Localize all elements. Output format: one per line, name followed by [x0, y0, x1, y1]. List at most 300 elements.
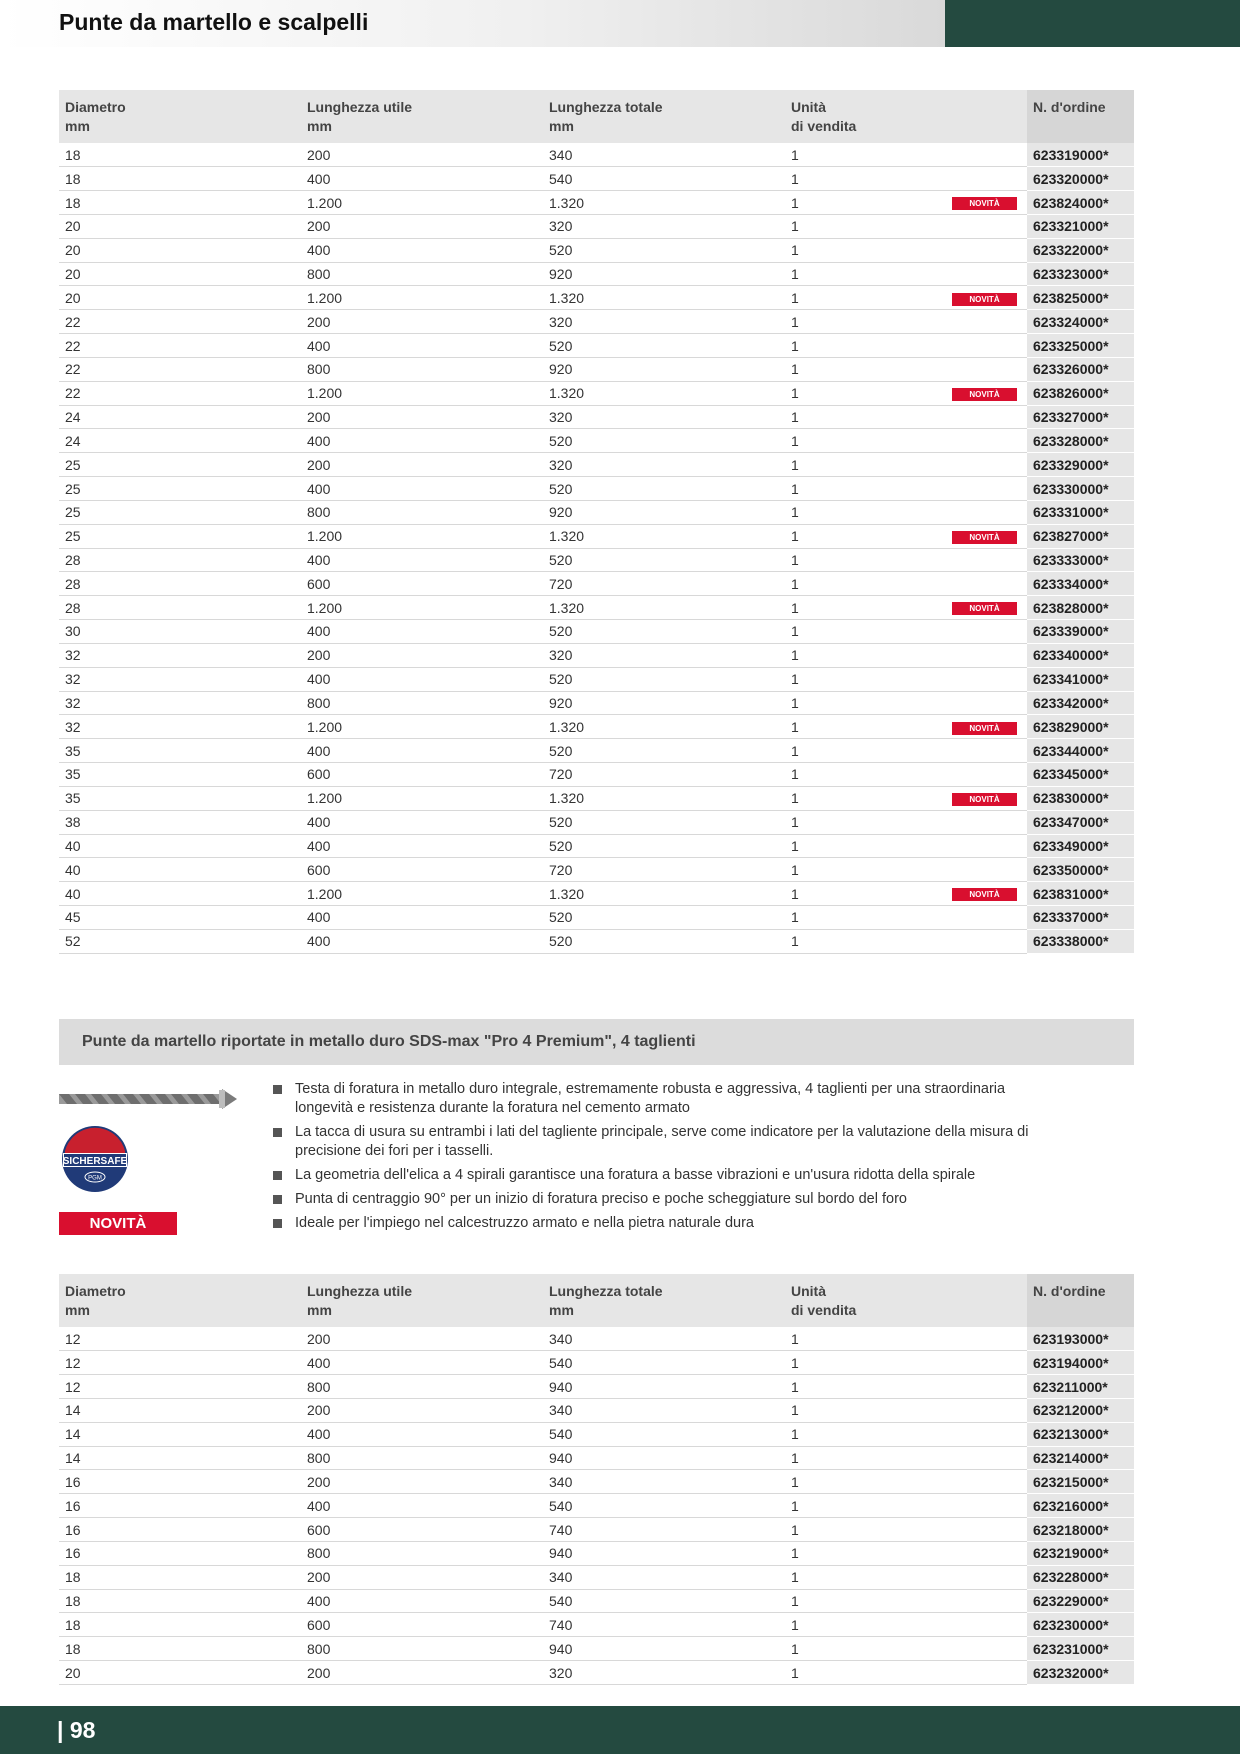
cell-lunghezza-totale: 920: [543, 691, 785, 715]
cell-lunghezza-totale: 940: [543, 1541, 785, 1565]
table-row: [59, 1494, 1134, 1518]
cell-diametro: 32: [59, 667, 301, 691]
table-row: [59, 691, 1134, 715]
cell-ordine: 623826000*: [1027, 381, 1134, 405]
table-row: [59, 405, 1134, 429]
cell-lunghezza-utile: 200: [301, 1327, 543, 1351]
cell-lunghezza-utile: 200: [301, 643, 543, 667]
cell-ordine: 623218000*: [1027, 1518, 1134, 1542]
table-row: [59, 548, 1134, 572]
cell-diametro: 35: [59, 786, 301, 810]
cell-ordine: 623828000*: [1027, 596, 1134, 620]
cell-badge: [944, 1661, 1027, 1685]
cell-lunghezza-utile: 400: [301, 1494, 543, 1518]
cell-unita: 1: [785, 786, 944, 810]
cell-badge: [944, 143, 1027, 167]
cell-ordine: 623216000*: [1027, 1494, 1134, 1518]
cell-ordine: 623349000*: [1027, 834, 1134, 858]
cell-unita: 1: [785, 143, 944, 167]
table-row: [59, 262, 1134, 286]
cell-diametro: 18: [59, 1613, 301, 1637]
table-row: [59, 310, 1134, 334]
cell-badge: [944, 1565, 1027, 1589]
novita-badge: NOVITÀ: [952, 531, 1017, 544]
cell-unita: 1: [785, 238, 944, 262]
cell-ordine: 623347000*: [1027, 810, 1134, 834]
cell-ordine: 623232000*: [1027, 1661, 1134, 1685]
cell-badge: [944, 929, 1027, 953]
cell-ordine: 623323000*: [1027, 262, 1134, 286]
cell-badge: [944, 310, 1027, 334]
cell-ordine: 623215000*: [1027, 1470, 1134, 1494]
cell-ordine: 623211000*: [1027, 1375, 1134, 1399]
cell-unita: 1: [785, 882, 944, 906]
novita-badge: NOVITÀ: [952, 888, 1017, 901]
novita-badge: NOVITÀ: [952, 293, 1017, 306]
cell-diametro: 32: [59, 715, 301, 739]
cell-diametro: 25: [59, 500, 301, 524]
feature-list: [272, 1080, 1032, 1238]
cell-lunghezza-totale: 520: [543, 906, 785, 930]
cell-lunghezza-utile: 400: [301, 739, 543, 763]
cell-diametro: 14: [59, 1398, 301, 1422]
cell-badge: [944, 429, 1027, 453]
table-row: [59, 143, 1134, 167]
cell-lunghezza-utile: 800: [301, 1375, 543, 1399]
cell-badge: [944, 1518, 1027, 1542]
cell-unita: 1: [785, 357, 944, 381]
cell-lunghezza-utile: 400: [301, 1422, 543, 1446]
feature-text: La tacca di usura su entrambi i lati del tagliente principale, serve come indicatore per la valutazione della misura di precisione dei fori per i tasselli.: [295, 1124, 1029, 1159]
cell-badge: [944, 596, 1027, 620]
cell-unita: 1: [785, 929, 944, 953]
cell-unita: 1: [785, 405, 944, 429]
svg-text:PGM: PGM: [88, 1175, 102, 1182]
cell-badge: [944, 405, 1027, 429]
cell-unita: 1: [785, 262, 944, 286]
cell-ordine: 623830000*: [1027, 786, 1134, 810]
table-row: [59, 620, 1134, 644]
cell-diametro: 35: [59, 763, 301, 787]
cell-ordine: 623219000*: [1027, 1541, 1134, 1565]
cell-unita: 1: [785, 167, 944, 191]
cell-lunghezza-totale: 320: [543, 643, 785, 667]
cell-lunghezza-totale: 940: [543, 1375, 785, 1399]
cell-unita: 1: [785, 477, 944, 501]
cell-diametro: 18: [59, 1565, 301, 1589]
cell-unita: 1: [785, 500, 944, 524]
cell-diametro: 18: [59, 1637, 301, 1661]
cell-unita: 1: [785, 1470, 944, 1494]
cell-unita: 1: [785, 1422, 944, 1446]
feature-text: Punta di centraggio 90° per un inizio di foratura preciso e poche scheggiature sul bordo del foro: [295, 1191, 907, 1207]
table-row: [59, 1398, 1134, 1422]
cell-badge: [944, 1375, 1027, 1399]
cell-ordine: 623194000*: [1027, 1351, 1134, 1375]
cell-diametro: 30: [59, 620, 301, 644]
cell-diametro: 12: [59, 1375, 301, 1399]
cell-lunghezza-utile: 800: [301, 691, 543, 715]
cell-ordine: 623824000*: [1027, 191, 1134, 215]
cell-diametro: 28: [59, 572, 301, 596]
cell-badge: [944, 334, 1027, 358]
cell-diametro: 18: [59, 167, 301, 191]
table-row: [59, 1446, 1134, 1470]
feature-item: [272, 1166, 1032, 1185]
cell-lunghezza-totale: 520: [543, 834, 785, 858]
table-row: [59, 334, 1134, 358]
cell-diametro: 22: [59, 357, 301, 381]
cell-diametro: 22: [59, 310, 301, 334]
cell-lunghezza-utile: 400: [301, 929, 543, 953]
cell-badge: [944, 524, 1027, 548]
bullet-icon: [273, 1219, 282, 1228]
cell-lunghezza-utile: 400: [301, 429, 543, 453]
cell-ordine: 623825000*: [1027, 286, 1134, 310]
table-row: [59, 763, 1134, 787]
cell-diametro: 16: [59, 1518, 301, 1542]
table-row: [59, 1589, 1134, 1613]
cell-unita: 1: [785, 1565, 944, 1589]
cell-unita: 1: [785, 381, 944, 405]
cell-lunghezza-utile: 1.200: [301, 882, 543, 906]
cell-lunghezza-totale: 940: [543, 1446, 785, 1470]
cell-ordine: 623328000*: [1027, 429, 1134, 453]
cell-unita: 1: [785, 763, 944, 787]
cell-badge: [944, 1494, 1027, 1518]
cell-lunghezza-totale: 320: [543, 453, 785, 477]
cell-badge: [944, 691, 1027, 715]
cell-badge: [944, 357, 1027, 381]
cell-ordine: 623344000*: [1027, 739, 1134, 763]
cell-lunghezza-utile: 400: [301, 834, 543, 858]
table-row: [59, 1375, 1134, 1399]
cell-ordine: 623327000*: [1027, 405, 1134, 429]
cell-unita: 1: [785, 643, 944, 667]
cell-diametro: 18: [59, 143, 301, 167]
cell-ordine: 623337000*: [1027, 906, 1134, 930]
table-row: [59, 357, 1134, 381]
cell-lunghezza-utile: 400: [301, 1351, 543, 1375]
cell-lunghezza-totale: 320: [543, 1661, 785, 1685]
cell-badge: [944, 453, 1027, 477]
cell-diametro: 20: [59, 214, 301, 238]
cell-badge: [944, 477, 1027, 501]
cell-unita: 1: [785, 214, 944, 238]
feature-item: [272, 1214, 1032, 1233]
cell-lunghezza-totale: 740: [543, 1613, 785, 1637]
cell-diametro: 28: [59, 596, 301, 620]
table-header-row: [59, 90, 1134, 143]
header-ordine: N. d'ordine: [1027, 1274, 1134, 1327]
section-title-band: [59, 1019, 1134, 1065]
table-row: [59, 906, 1134, 930]
cell-lunghezza-utile: 400: [301, 477, 543, 501]
header-lunghezza-utile: Lunghezza utile mm: [301, 1274, 543, 1327]
cell-ordine: 623319000*: [1027, 143, 1134, 167]
cell-lunghezza-totale: 720: [543, 572, 785, 596]
cell-badge: [944, 643, 1027, 667]
table-row: [59, 453, 1134, 477]
cell-badge: [944, 238, 1027, 262]
cell-lunghezza-totale: 1.320: [543, 786, 785, 810]
cell-lunghezza-utile: 1.200: [301, 191, 543, 215]
cell-lunghezza-totale: 1.320: [543, 882, 785, 906]
cell-unita: 1: [785, 1375, 944, 1399]
bullet-icon: [273, 1128, 282, 1137]
header-diametro: Diametro mm: [59, 90, 301, 143]
cell-diametro: 18: [59, 1589, 301, 1613]
feature-item: [272, 1080, 1032, 1118]
table-row: [59, 834, 1134, 858]
feature-text: Testa di foratura in metallo duro integrale, estremamente robusta e aggressiva, 4 taglienti per una straordinaria longevità e resistenza durante la foratura nel cemento armato: [295, 1081, 1006, 1116]
table-row: [59, 1518, 1134, 1542]
cell-ordine: 623345000*: [1027, 763, 1134, 787]
feature-item: [272, 1123, 1032, 1161]
cell-unita: 1: [785, 572, 944, 596]
cell-badge: [944, 191, 1027, 215]
cell-lunghezza-totale: 320: [543, 214, 785, 238]
table-row: [59, 715, 1134, 739]
table-row: [59, 929, 1134, 953]
cell-unita: 1: [785, 620, 944, 644]
header-unita: Unità di vendita: [785, 90, 944, 143]
cell-lunghezza-utile: 200: [301, 1661, 543, 1685]
cell-diametro: 20: [59, 1661, 301, 1685]
cell-lunghezza-totale: 740: [543, 1518, 785, 1542]
cell-ordine: 623340000*: [1027, 643, 1134, 667]
table-row: [59, 1613, 1134, 1637]
sichersafe-logo: [61, 1125, 129, 1193]
cell-lunghezza-utile: 200: [301, 214, 543, 238]
cell-badge: [944, 572, 1027, 596]
table-row: [59, 477, 1134, 501]
cell-ordine: 623213000*: [1027, 1422, 1134, 1446]
cell-lunghezza-utile: 1.200: [301, 715, 543, 739]
novita-badge: NOVITÀ: [952, 722, 1017, 735]
cell-lunghezza-totale: 1.320: [543, 524, 785, 548]
cell-lunghezza-utile: 200: [301, 1398, 543, 1422]
cell-lunghezza-totale: 1.320: [543, 381, 785, 405]
table-header-row: [59, 1274, 1134, 1327]
cell-lunghezza-utile: 1.200: [301, 596, 543, 620]
table-row: [59, 810, 1134, 834]
cell-lunghezza-utile: 600: [301, 572, 543, 596]
header-lunghezza-totale: Lunghezza totale mm: [543, 1274, 785, 1327]
cell-lunghezza-totale: 1.320: [543, 191, 785, 215]
cell-lunghezza-utile: 600: [301, 858, 543, 882]
cell-diametro: 18: [59, 191, 301, 215]
page-title: Punte da martello e scalpelli: [59, 9, 369, 35]
cell-lunghezza-utile: 400: [301, 167, 543, 191]
cell-ordine: 623329000*: [1027, 453, 1134, 477]
product-table-2: [59, 1274, 1134, 1685]
cell-badge: [944, 906, 1027, 930]
page-number: | 98: [57, 1717, 96, 1743]
cell-diametro: 14: [59, 1446, 301, 1470]
cell-badge: [944, 620, 1027, 644]
cell-badge: [944, 1470, 1027, 1494]
cell-ordine: 623324000*: [1027, 310, 1134, 334]
cell-lunghezza-utile: 400: [301, 548, 543, 572]
cell-lunghezza-utile: 1.200: [301, 381, 543, 405]
cell-badge: [944, 1637, 1027, 1661]
cell-diametro: 28: [59, 548, 301, 572]
cell-unita: 1: [785, 548, 944, 572]
table-row: [59, 524, 1134, 548]
cell-unita: 1: [785, 1589, 944, 1613]
cell-unita: 1: [785, 834, 944, 858]
cell-lunghezza-utile: 400: [301, 667, 543, 691]
cell-lunghezza-totale: 540: [543, 1589, 785, 1613]
header-lunghezza-utile: Lunghezza utile mm: [301, 90, 543, 143]
cell-lunghezza-utile: 200: [301, 1565, 543, 1589]
table-row: [59, 786, 1134, 810]
cell-badge: [944, 739, 1027, 763]
cell-unita: 1: [785, 1494, 944, 1518]
cell-ordine: 623330000*: [1027, 477, 1134, 501]
cell-unita: 1: [785, 1518, 944, 1542]
table-row: [59, 167, 1134, 191]
cell-ordine: 623230000*: [1027, 1613, 1134, 1637]
cell-lunghezza-totale: 340: [543, 1398, 785, 1422]
cell-lunghezza-utile: 200: [301, 143, 543, 167]
header-lunghezza-totale: Lunghezza totale mm: [543, 90, 785, 143]
cell-diametro: 16: [59, 1470, 301, 1494]
cell-lunghezza-utile: 800: [301, 1446, 543, 1470]
bullet-icon: [273, 1195, 282, 1204]
cell-lunghezza-utile: 200: [301, 1470, 543, 1494]
cell-lunghezza-utile: 600: [301, 1518, 543, 1542]
cell-diametro: 38: [59, 810, 301, 834]
cell-ordine: 623333000*: [1027, 548, 1134, 572]
cell-badge: [944, 1351, 1027, 1375]
cell-badge: [944, 214, 1027, 238]
cell-ordine: 623326000*: [1027, 357, 1134, 381]
cell-lunghezza-utile: 200: [301, 453, 543, 477]
cell-lunghezza-utile: 800: [301, 357, 543, 381]
bullet-icon: [273, 1171, 282, 1180]
cell-lunghezza-totale: 520: [543, 929, 785, 953]
table-row: [59, 1541, 1134, 1565]
cell-diametro: 32: [59, 643, 301, 667]
cell-ordine: 623338000*: [1027, 929, 1134, 953]
bullet-icon: [273, 1085, 282, 1094]
cell-ordine: 623342000*: [1027, 691, 1134, 715]
cell-badge: [944, 834, 1027, 858]
cell-diametro: 32: [59, 691, 301, 715]
cell-unita: 1: [785, 429, 944, 453]
cell-lunghezza-utile: 800: [301, 1637, 543, 1661]
cell-unita: 1: [785, 1398, 944, 1422]
cell-unita: 1: [785, 1637, 944, 1661]
cell-ordine: 623829000*: [1027, 715, 1134, 739]
product-table-1: [59, 90, 1134, 954]
cell-unita: 1: [785, 1446, 944, 1470]
cell-diametro: 45: [59, 906, 301, 930]
cell-diametro: 12: [59, 1327, 301, 1351]
cell-lunghezza-totale: 340: [543, 1470, 785, 1494]
table-row: [59, 882, 1134, 906]
cell-diametro: 25: [59, 477, 301, 501]
cell-unita: 1: [785, 286, 944, 310]
cell-lunghezza-utile: 200: [301, 405, 543, 429]
cell-lunghezza-utile: 600: [301, 1613, 543, 1637]
cell-lunghezza-totale: 920: [543, 500, 785, 524]
cell-lunghezza-totale: 1.320: [543, 286, 785, 310]
cell-unita: 1: [785, 906, 944, 930]
cell-lunghezza-utile: 1.200: [301, 524, 543, 548]
cell-diametro: 24: [59, 429, 301, 453]
cell-lunghezza-utile: 200: [301, 310, 543, 334]
cell-unita: 1: [785, 524, 944, 548]
table-row: [59, 667, 1134, 691]
cell-lunghezza-utile: 800: [301, 500, 543, 524]
cell-badge: [944, 1446, 1027, 1470]
cell-diametro: 40: [59, 834, 301, 858]
header-spacer: [944, 90, 1027, 143]
header-accent-block: [945, 0, 1240, 47]
table-row: [59, 429, 1134, 453]
cell-lunghezza-totale: 340: [543, 143, 785, 167]
cell-unita: 1: [785, 1661, 944, 1685]
cell-unita: 1: [785, 1351, 944, 1375]
cell-lunghezza-totale: 520: [543, 548, 785, 572]
cell-diametro: 20: [59, 262, 301, 286]
table-row: [59, 1351, 1134, 1375]
cell-unita: 1: [785, 334, 944, 358]
cell-ordine: 623322000*: [1027, 238, 1134, 262]
cell-lunghezza-totale: 520: [543, 477, 785, 501]
cell-lunghezza-utile: 1.200: [301, 786, 543, 810]
cell-ordine: 623228000*: [1027, 1565, 1134, 1589]
cell-badge: [944, 763, 1027, 787]
table-row: [59, 1470, 1134, 1494]
novita-badge: NOVITÀ: [952, 793, 1017, 806]
cell-lunghezza-totale: 520: [543, 810, 785, 834]
cell-badge: [944, 262, 1027, 286]
table-row: [59, 1637, 1134, 1661]
cell-lunghezza-totale: 520: [543, 334, 785, 358]
drill-bit-image: [59, 1085, 237, 1113]
cell-lunghezza-totale: 1.320: [543, 715, 785, 739]
table-row: [59, 858, 1134, 882]
cell-ordine: 623331000*: [1027, 500, 1134, 524]
cell-badge: [944, 1541, 1027, 1565]
cell-unita: 1: [785, 691, 944, 715]
cell-lunghezza-totale: 540: [543, 1494, 785, 1518]
cell-lunghezza-totale: 340: [543, 1565, 785, 1589]
cell-ordine: 623320000*: [1027, 167, 1134, 191]
novita-badge: NOVITÀ: [952, 197, 1017, 210]
table-row: [59, 191, 1134, 215]
cell-badge: [944, 1398, 1027, 1422]
cell-badge: [944, 167, 1027, 191]
cell-lunghezza-utile: 400: [301, 238, 543, 262]
cell-lunghezza-utile: 400: [301, 334, 543, 358]
cell-diametro: 40: [59, 882, 301, 906]
cell-lunghezza-totale: 540: [543, 1422, 785, 1446]
table-row: [59, 500, 1134, 524]
cell-lunghezza-totale: 720: [543, 858, 785, 882]
cell-ordine: 623334000*: [1027, 572, 1134, 596]
cell-lunghezza-totale: 940: [543, 1637, 785, 1661]
table-row: [59, 1565, 1134, 1589]
header-unita: Unità di vendita: [785, 1274, 944, 1327]
cell-ordine: 623231000*: [1027, 1637, 1134, 1661]
cell-unita: 1: [785, 596, 944, 620]
header-ordine: N. d'ordine: [1027, 90, 1134, 143]
